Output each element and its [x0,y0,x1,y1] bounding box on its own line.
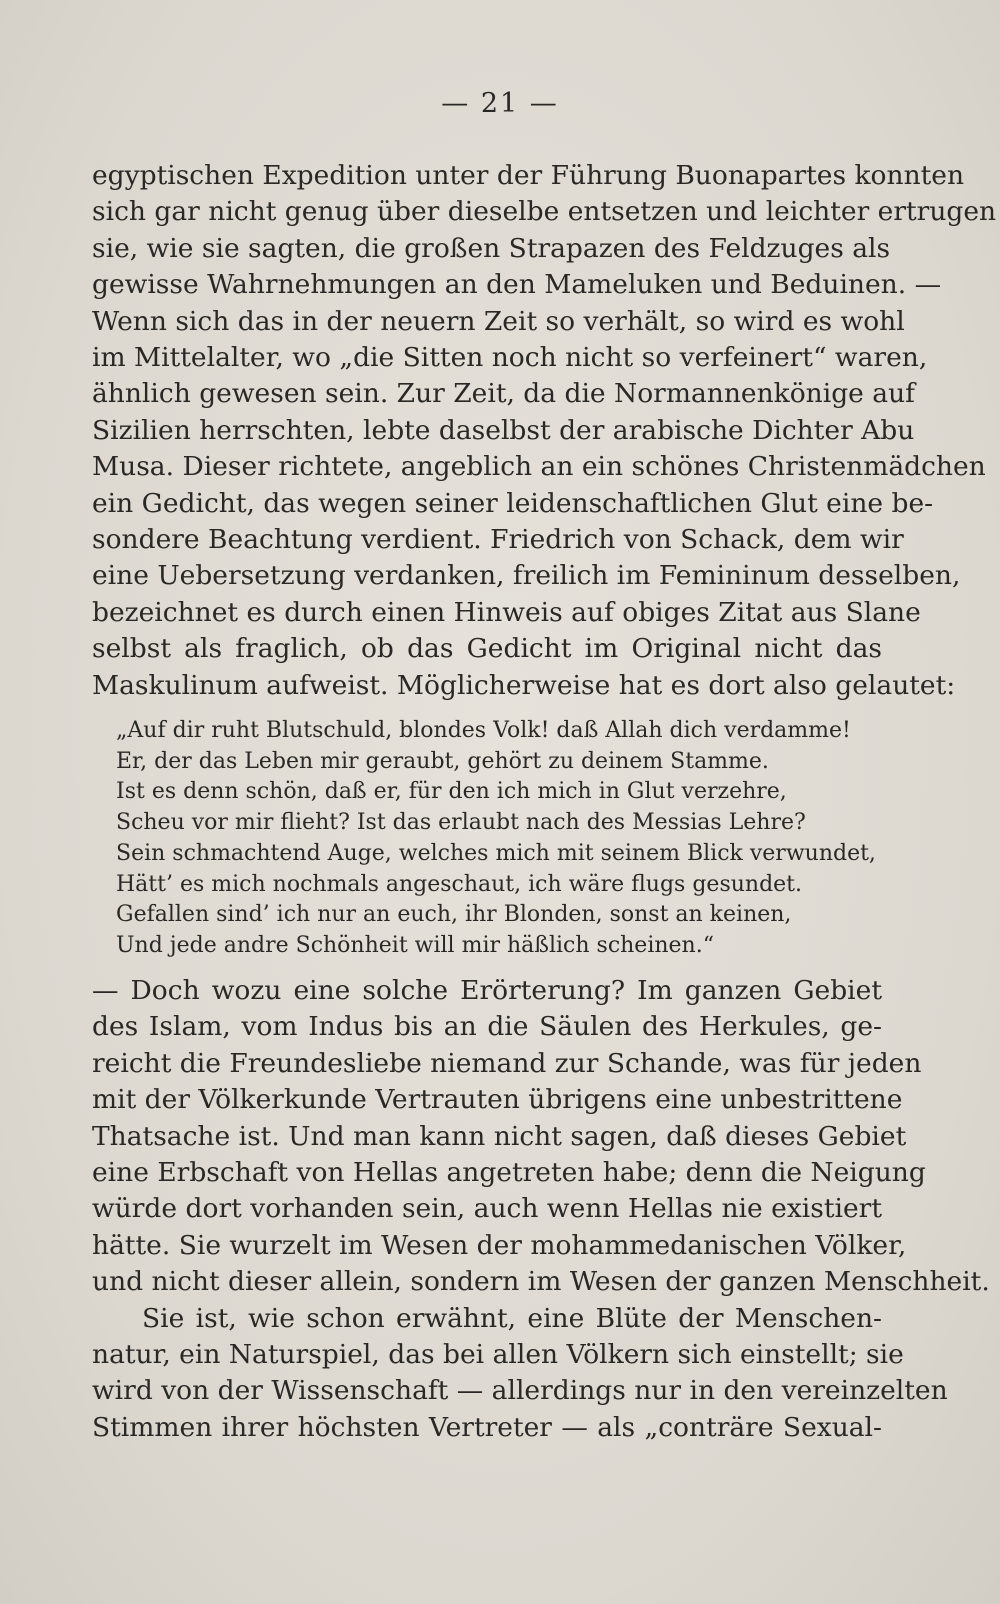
poem-quotation [116,716,876,962]
text-line: eine Uebersetzung verdanken, freilich im Femininum desselben, [92,560,961,592]
text-line: sie, wie sie sagten, die großen Strapazen des Feldzuges als [92,232,891,264]
text-line: selbst als fraglich, ob das Gedicht im Original nicht das [92,633,882,665]
text-line: Maskulinum aufweist. Möglicherweise hat es dort also gelautet: [92,669,956,701]
text-line: — Doch wozu eine solche Erörterung? Im ganzen Gebiet [92,975,882,1006]
text-line: würde dort vorhanden sein, auch wenn Hellas nie existiert [92,1193,882,1225]
text-line: sondere Beachtung verdient. Friedrich von Schack, dem wir [92,524,904,556]
text-line: Wenn sich das in der neuern Zeit so verhält, so wird es wohl [92,305,905,337]
poem-verse: „Auf dir ruht Blutschuld, blondes Volk! daß Allah dich verdamme! [116,718,851,743]
text-line: im Mittelalter, wo „die Sitten noch nicht so verfeinert“ waren, [92,342,928,374]
poem-verse: Er, der das Leben mir geraubt, gehört zu deinem Stamme. [116,748,769,774]
text-line: bezeichnet es durch einen Hinweis auf obiges Zitat aus Slane [92,596,921,628]
poem-verse: Gefallen sind’ ich nur an euch, ihr Blonden, sonst an keinen, [116,902,792,928]
text-line: ein Gedicht, das wegen seiner leidenschaftlichen Glut eine be- [92,487,934,519]
text-line: egyptischen Expedition unter der Führung Buonapartes konnten [92,160,965,191]
poem-verse: Und jede andre Schönheit will mir häßlich scheinen.“ [116,932,714,958]
text-line: Thatsache ist. Und man kann nicht sagen, daß dieses Gebiet [92,1120,907,1152]
poem-verse: Hätt’ es mich nochmals angeschaut, ich wäre flugs gesundet. [116,871,803,897]
text-line: reicht die Freundesliebe niemand zur Schande, was für jeden [92,1047,922,1079]
paragraph-2 [92,973,990,1446]
text-line: eine Erbschaft von Hellas angetreten habe; denn die Neigung [92,1157,926,1189]
text-line: ähnlich gewesen sein. Zur Zeit, da die Normannenkönige auf [92,378,915,410]
text-line: mit der Völkerkunde Vertrauten übrigens eine unbestrittene [92,1084,903,1116]
text-line: Stimmen ihrer höchsten Vertreter — als „conträre Sexual- [92,1411,882,1443]
text-line: und nicht dieser allein, sondern im Wesen der ganzen Menschheit. [92,1266,990,1298]
text-line: natur, ein Naturspiel, das bei allen Völkern sich einstellt; sie [92,1339,904,1371]
page-number: — 21 — [441,88,559,119]
poem-verse: Ist es denn schön, daß er, für den ich mich in Glut verzehre, [116,779,787,805]
text-line: sich gar nicht genug über dieselbe entsetzen und leichter ertrugen [92,196,997,228]
poem-verse: Sein schmachtend Auge, welches mich mit seinem Blick verwundet, [116,840,876,866]
text-line: gewisse Wahrnehmungen an den Mameluken und Beduinen. — [92,269,942,301]
text-line: hätte. Sie wurzelt im Wesen der mohammedanischen Völker, [92,1229,907,1261]
text-line: Sizilien herrschten, lebte daselbst der arabische Dichter Abu [92,414,915,446]
text-line: wird von der Wissenschaft — allerdings nur in den vereinzelten [92,1375,948,1407]
poem-verse: Scheu vor mir flieht? Ist das erlaubt nach des Messias Lehre? [116,810,806,836]
paragraph-1 [92,158,997,704]
text-line: Sie ist, wie schon erwähnt, eine Blüte der Menschen- [142,1302,882,1334]
text-line: des Islam, vom Indus bis an die Säulen des Herkules, ge- [92,1011,882,1043]
text-line: Musa. Dieser richtete, angeblich an ein schönes Christenmädchen [92,451,986,483]
